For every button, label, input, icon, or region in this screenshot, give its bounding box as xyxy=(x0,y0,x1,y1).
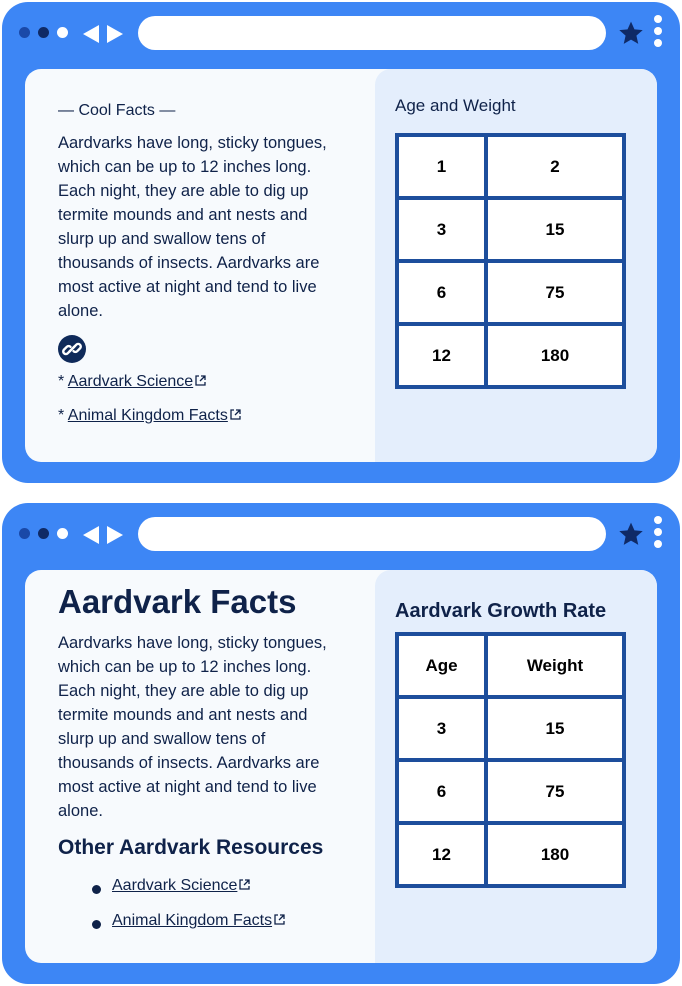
table-row xyxy=(397,135,624,198)
table-cell: 15 xyxy=(486,697,624,760)
section-heading: — Cool Facts — xyxy=(58,102,176,119)
kebab-menu-icon[interactable] xyxy=(653,15,663,53)
external-link-icon xyxy=(195,375,206,386)
table-row xyxy=(397,261,624,324)
resource-link-row xyxy=(112,912,285,930)
animal-kingdom-facts-link[interactable]: Animal Kingdom Facts xyxy=(112,912,273,929)
star-icon[interactable] xyxy=(618,20,644,46)
address-bar[interactable] xyxy=(138,16,606,50)
table-cell: 180 xyxy=(486,324,624,387)
table-row xyxy=(397,198,624,261)
table-cell: 3 xyxy=(397,697,486,760)
address-bar[interactable] xyxy=(138,517,606,551)
window-dot-icon[interactable] xyxy=(38,27,49,38)
age-weight-table xyxy=(395,133,626,389)
window-dot-icon[interactable] xyxy=(57,528,68,539)
link-icon xyxy=(58,335,86,363)
table-row xyxy=(397,760,624,823)
body-paragraph: Aardvarks have long, sticky tongues, which can be up to 12 inches long. Each night, they are able to dig up termite mounds and ant nests and slurp up and swallow tens of thousands of insects. Aardvarks are most active at night and tend to live alone. xyxy=(58,634,327,820)
growth-rate-table xyxy=(395,632,626,888)
external-link-icon xyxy=(230,409,241,420)
table-header-cell: Age xyxy=(397,634,486,697)
table-cell: 12 xyxy=(397,823,486,886)
external-link-icon xyxy=(239,879,250,890)
table-cell: 12 xyxy=(397,324,486,387)
window-dot-icon[interactable] xyxy=(19,27,30,38)
animal-kingdom-facts-link[interactable]: Animal Kingdom Facts xyxy=(67,407,228,424)
table-row xyxy=(397,697,624,760)
resource-link-row xyxy=(58,407,241,425)
window-dot-icon[interactable] xyxy=(38,528,49,539)
table-cell: 3 xyxy=(397,198,486,261)
window-dot-icon[interactable] xyxy=(57,27,68,38)
link-prefix: * xyxy=(58,373,65,390)
body-paragraph: Aardvarks have long, sticky tongues, which can be up to 12 inches long. Each night, they are able to dig up termite mounds and ant nests and slurp up and swallow tens of thousands of insects. Aardvarks are most active at night and tend to live alone. xyxy=(58,134,327,320)
table-cell: 6 xyxy=(397,261,486,324)
forward-arrow-icon[interactable] xyxy=(107,25,123,43)
table-cell: 1 xyxy=(397,135,486,198)
table-cell: 15 xyxy=(486,198,624,261)
link-prefix: * xyxy=(58,407,65,424)
table-title: Aardvark Growth Rate xyxy=(395,600,607,622)
aardvark-science-link[interactable]: Aardvark Science xyxy=(112,877,238,894)
back-arrow-icon[interactable] xyxy=(83,526,99,544)
kebab-menu-icon[interactable] xyxy=(653,516,663,554)
star-icon[interactable] xyxy=(618,521,644,547)
window-dot-icon[interactable] xyxy=(19,528,30,539)
bullet-icon xyxy=(92,920,101,929)
table-cell: 180 xyxy=(486,823,624,886)
back-arrow-icon[interactable] xyxy=(83,25,99,43)
table-header-row xyxy=(397,634,624,697)
table-cell: 6 xyxy=(397,760,486,823)
page-title: Aardvark Facts xyxy=(58,583,297,620)
bullet-icon xyxy=(92,885,101,894)
resource-link-row xyxy=(58,373,206,391)
forward-arrow-icon[interactable] xyxy=(107,526,123,544)
aardvark-science-link[interactable]: Aardvark Science xyxy=(67,373,194,390)
resources-heading: Other Aardvark Resources xyxy=(58,836,324,859)
table-cell: 75 xyxy=(486,760,624,823)
page-content xyxy=(25,69,657,462)
table-header-cell: Weight xyxy=(486,634,624,697)
resource-link-row xyxy=(112,877,250,895)
table-row xyxy=(397,823,624,886)
page-content xyxy=(25,570,657,963)
table-cell: 2 xyxy=(486,135,624,198)
table-title: Age and Weight xyxy=(395,96,516,115)
browser-window-top xyxy=(2,2,680,483)
external-link-icon xyxy=(274,914,285,925)
table-row xyxy=(397,324,624,387)
table-cell: 75 xyxy=(486,261,624,324)
browser-window-bottom xyxy=(2,503,680,984)
